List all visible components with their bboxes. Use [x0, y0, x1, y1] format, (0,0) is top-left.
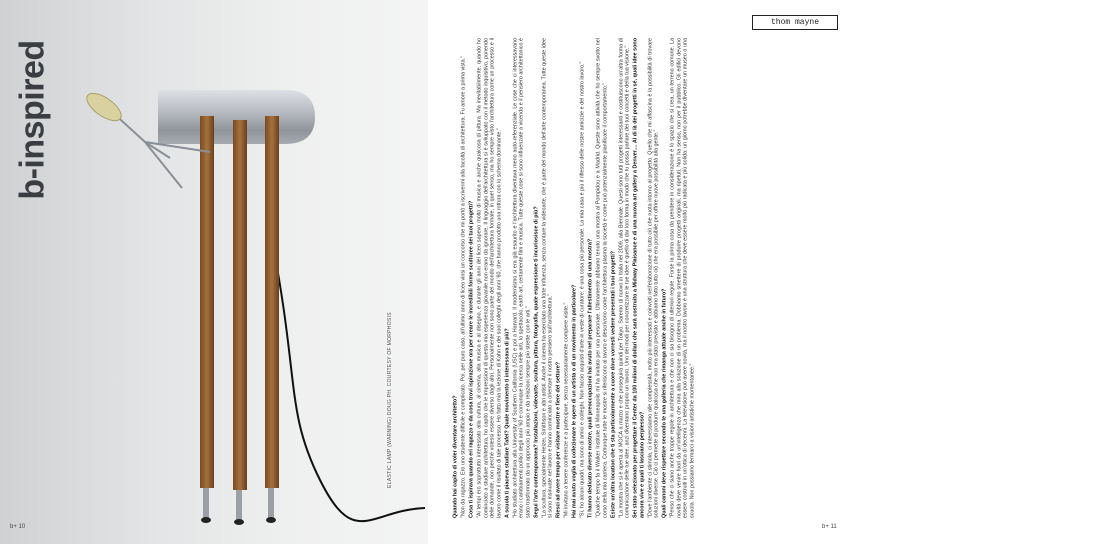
interview-answer: "La mostra che si è aperta al MOCA a marzo e che proseguirà quindi per Tokyo. Saremo di nuovo in Italia nel 2009, alla Biennale. Questi sono tutti progetti interessanti e costituiscono un'altra forma di comunicazione delle tue idee, anzi diventano proprio un lavoro. Uno dei modi per concretizzare le tue idee è quello di dar loro forma in modo che tu possa parlare dei tuoi concetti e della tua visione."	[617, 38, 630, 518]
interview-question: Esiste un'altra location che ti sta particolarmente a cuore dove vorresti vedere presentati i tuoi progetti?	[609, 251, 616, 518]
left-page	[0, 0, 428, 544]
interview-question: Cosa ti ispirava quando eri ragazzo e da cosa trovi ispirazione ora per creare le incredibili forme scultoree dei tuoi progetti?	[468, 200, 474, 518]
interview-question: Segui l'arte contemporanea? Installazioni, videoarte, scultura, pittura, fotografia, quale espressione ti incuriosisce di più?	[532, 206, 539, 518]
interview-answer: "Sì, ho alcuni quadri, ma sono di amici e colleghi. Non faccio acquisti d'arte in veste di curatore: è una cosa più personale. La mia casa è più il riflesso delle nostre amicizie e del nostro lavoro."	[579, 61, 585, 518]
lamp-cap-right	[266, 517, 276, 523]
lamp-foot-middle	[236, 490, 242, 520]
lamp-leg-middle	[233, 120, 247, 490]
interview-answer: "Dove l'ambiente ci stimola, ci interessiamo alle complessità, molto più interessati e coinvolti nell'elaborazione di tutto ciò che ruota intorno al progetto. Quello che mi affascina è la possibilità di trovare soluzioni diverse. Ciò ci permette di produrre qualcosa che non era stato previsto e abbiamo fatto tutto ciò che era possibile per offrire nuove possibilità alla gente."	[646, 38, 659, 518]
interview-question: Quando hai capito di voler diventare architetto?	[452, 395, 458, 518]
interview-answer: "Mi invitano a tenere conferenze e a partecipare, senza necessariamente compiere visite."	[563, 302, 569, 518]
interview-answer: "Non da ragazzo. Ero uno studente difficile e complicato. Poi, per puro caso, all'ultimo anno di liceo vinsi un concorso che mi portò a iscrivermi alla facoltà di architettura. Fu amore a prima vista."	[460, 56, 466, 518]
interview-answer: "Penso che ci siano anche troppe regole in architettura e che non ci sia bisogno di ulteriori regole. Forse la prima cosa da prendere in considerazione è lo spazio che si crea, un terreno comune. La novità deve venire fuori da un'intelligenza che mira alla soluzione di un problema. Dobbiamo smettere di produrre progetti originali, ma ripetuti. Non ha senso, non per il pubblico. Gli edifici devono essere costruiti in un'ottica di decenni. La televisione può avere novità, ma il nostro lavoro è una struttura che deve essere molto più radicata e più solida: un giorno potrebbe diventare un museo o una scuola. Non possiamo fermarci a visioni artistiche momentanee."	[669, 38, 695, 518]
interview-answer: "Qualche tempo fa il Walker Institute di Minneapolis mi ha invitato per una personale. Ultimamente abbiamo tenuto una mostra al Pompidou e a Madrid. Queste sono attività che ho sempre svolto nel corso della mia carriera. Comunque tutte le mostre si riferiscono al lavoro e descrivono come l'architettura plasma la società e come può potenzialmente pianificare il comportamento."	[595, 38, 608, 518]
interview-answer: "Ai tempi ero soprattutto interessato alla cultura, al cinema, alla musica e al disegno, e durante gli anni del liceo sapevo molto di musica e anche qualcosa di pittura. Ma inevitabilmente, quando ho cominciato a studiare architettura, ho capito che le impressioni di questa mia esperienza giovanile non erano da ignorare. Il linguaggio dell'architettura si è sviluppato con il metodo inquisitivo, ponendo delle domande, non perché volessi essere diverso dagli altri. Personalmente non sono parte del mondo dell'architettura formale, in quel senso, ma ho sempre visto l'architettura come un processo e il lavoro come il risultato di tale processo. Ho fatto mia la lezione di Kahn e dei suoi colleghi degli anni '60, che hanno prodotto una rottura con lo schema dominante."	[476, 38, 502, 518]
folio-left: b+ 10	[10, 524, 26, 530]
photo-credit: ELASTIC LAMP (WARNING) DOUG PH. COURTESY OF MORPHOSIS	[387, 312, 393, 488]
interview-question: Riesci ad avere tempo per visitare mostre e fiere del settore?	[555, 361, 561, 518]
section-title-box	[13, 40, 52, 200]
lamp-cap-middle	[234, 519, 244, 525]
lamp-cap-left	[201, 517, 211, 523]
interview-question: Ti hanno dedicato diverse mostre, quali preoccupazioni hai avuto nel preparare l'allestimento di una mostra?	[587, 238, 593, 518]
lamp-foot-left	[203, 488, 209, 518]
interview-text-block	[452, 38, 837, 518]
lamp-illustration	[70, 80, 428, 540]
interview-answer: "La scultura, specialmente Heizer, Smithson e altri artisti. Anche il cinema ha esercitato una forte influenza, senza contare la videoarte, che è parte del mondo dell'arte contemporanea. Tutte queste idee si sono insinuate nel lavoro e hanno cominciato a orientare il nostro pensiero sull'architettura."	[540, 38, 553, 518]
article-tag: thom mayne	[752, 15, 838, 30]
folio-right: b+ 11	[822, 524, 837, 530]
interview-question: Sei stato selezionato per progettare il Center da 100 milioni di dollari che sarà costruito a Midway Plaisance e di una nuova art gallery a Denver.... Al di là dei progetti in sé, quali idee sono ancora vive e quali ti lasciano perplesso?	[632, 38, 645, 518]
lamp-foot-right	[268, 488, 274, 518]
interview-question: Quali canoni deve rispettare secondo te una galleria che rimanga attuale anche in futuro?	[661, 288, 667, 518]
photo-credit-box	[384, 300, 396, 500]
interview-body	[452, 38, 837, 518]
interview-answer: "Ho studiato architettura alla University of Southern California (USC) e poi a Harvard. Il modernismo si era già esaurito e l'architettura diventava meno auto-referenziale. Le cose che ci interessavano erano i cambiamenti politici degli anni '60 e comunque la ricerca nelle arti, lo spettacolo, earth art, certamente film e musica. Tutte queste cose si sono influenzate a vicenda e il pensiero architettonico è stato trasformato da un approccio più ampio e da relazioni sempre più strette con le arti."	[511, 38, 531, 518]
section-title: b-inspired	[13, 40, 52, 200]
lamp-leg-right	[265, 116, 279, 488]
lamp-leg-left	[200, 116, 214, 488]
interview-question: A scuola ti piaceva studiare Tafel? Quale movimento ti interessava di più?	[503, 328, 510, 518]
interview-question: Hai mai avuto voglia di collezionare le opere di un artista o di un movimento in particolare?	[571, 284, 577, 518]
lamp-reflector	[82, 88, 125, 126]
lamp-cable	[270, 230, 425, 521]
